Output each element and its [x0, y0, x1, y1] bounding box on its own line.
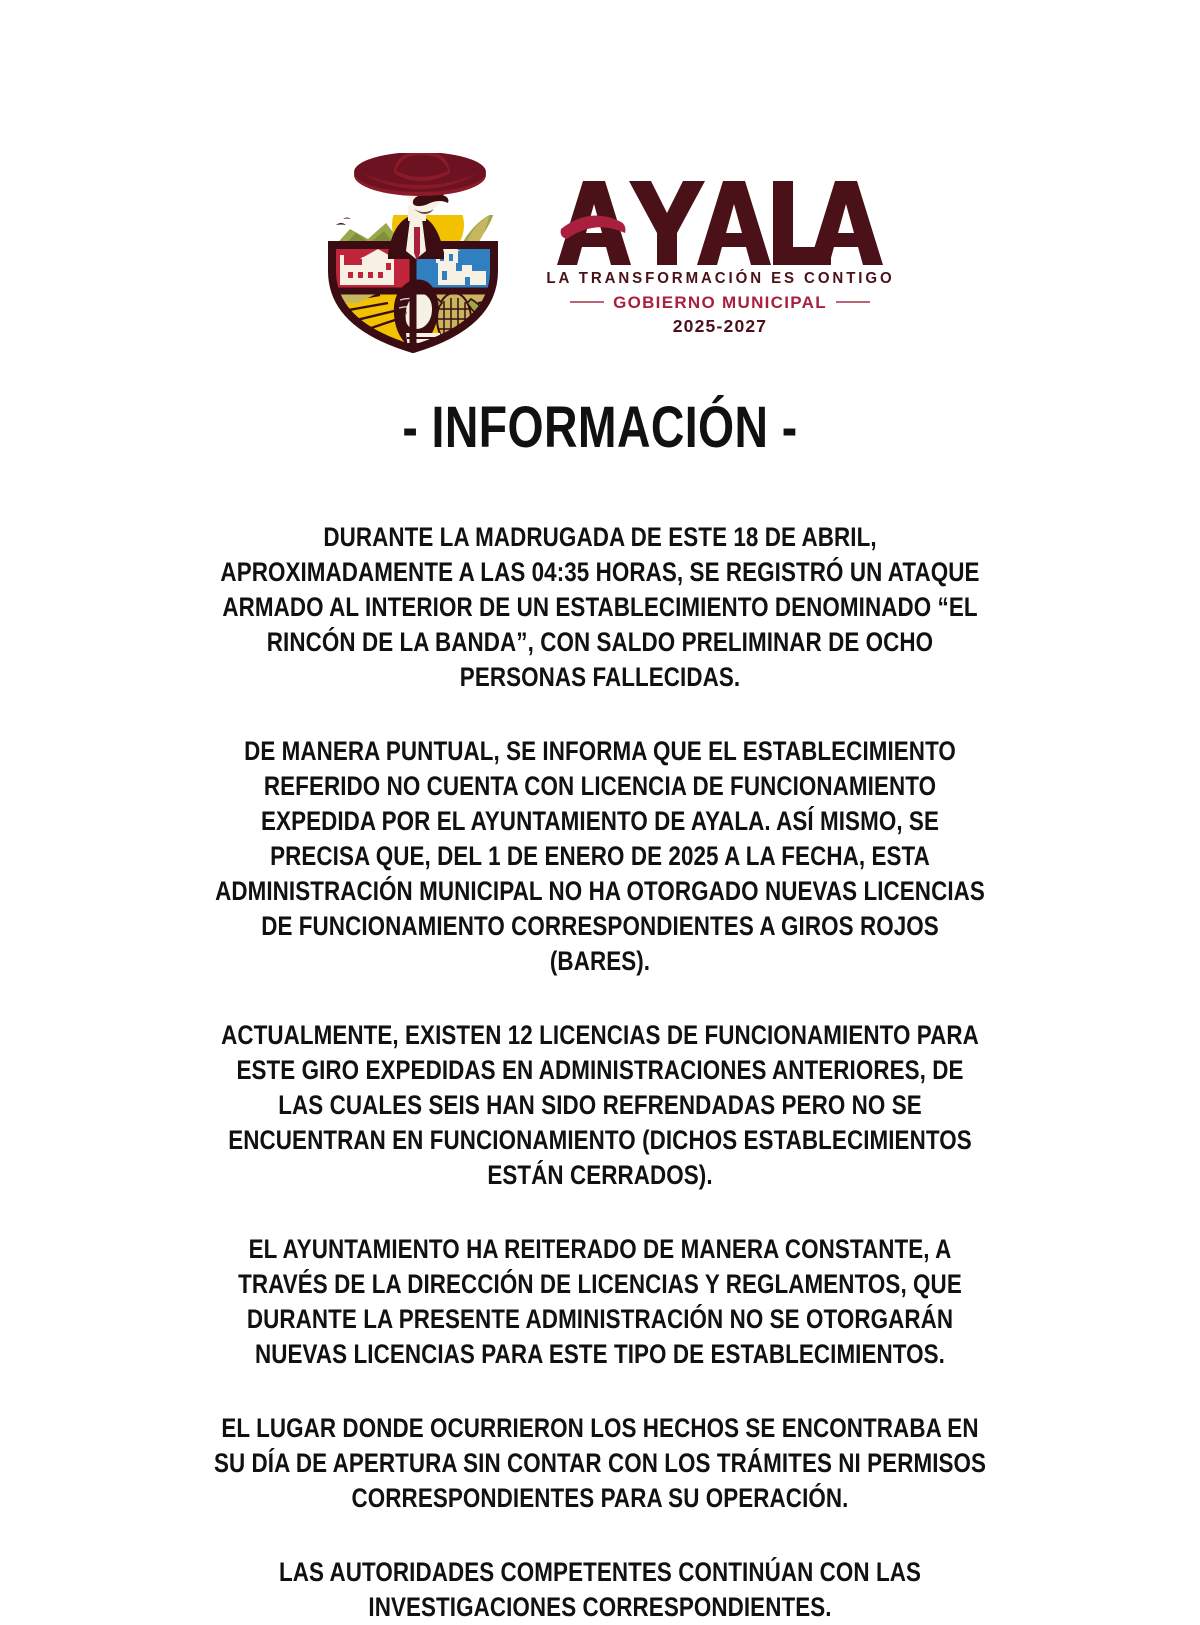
paragraph-3: ACTUALMENTE, EXISTEN 12 LICENCIAS DE FUNCIONAMIENTO PARA ESTE GIRO EXPEDIDAS EN ADMINISTRACIONES ANTERIORES, DE LAS CUALES SEIS HAN SIDO REFRENDADAS PERO NO SE ENCUENTRAN EN FUNCIONAMIENTO (DICHOS ESTABLECIMIENTOS ESTÁN CERRADOS).	[221, 1020, 979, 1190]
paragraph-6: LAS AUTORIDADES COMPETENTES CONTINÚAN CON LAS INVESTIGACIONES CORRESPONDIENTES.	[278, 1557, 922, 1622]
paragraph-5: EL LUGAR DONDE OCURRIERON LOS HECHOS SE ENCONTRABA EN SU DÍA DE APERTURA SIN CONTAR CON LOS TRÁMITES NI PERMISOS CORRESPONDIENTES PARA SU OPERACIÓN.	[213, 1413, 987, 1513]
bulletin-body	[140, 520, 1060, 1625]
gobierno-municipal-row	[555, 294, 885, 311]
ayala-tagline: LA TRANSFORMACIÓN ES CONTIGO	[545, 270, 895, 287]
paragraph-2: DE MANERA PUNTUAL, SE INFORMA QUE EL ESTABLECIMIENTO REFERIDO NO CUENTA CON LICENCIA DE FUNCIONAMIENTO EXPEDIDA POR EL AYUNTAMIENTO DE AYALA. ASÍ MISMO, SE PRECISA QUE, DEL 1 DE ENERO DE 2025 A LA FECHA, ESTA ADMINISTRACIÓN MUNICIPAL NO HA OTORGADO NUEVAS LICENCIAS DE FUNCIONAMIENTO CORRESPONDIENTES A GIROS ROJOS (BARES).	[215, 736, 985, 976]
paragraph-4: EL AYUNTAMIENTO HA REITERADO DE MANERA CONSTANTE, A TRAVÉS DE LA DIRECCIÓN DE LICENCIAS Y REGLAMENTOS, QUE DURANTE LA PRESENTE ADMINISTRACIÓN NO SE OTORGARÁN NUEVAS LICENCIAS PARA ESTE TIPO DE ESTABLECIMIENTOS.	[238, 1234, 962, 1369]
gob-rule-left	[570, 301, 604, 303]
gob-rule-right	[836, 301, 870, 303]
ayala-wordmark	[545, 171, 895, 336]
gobierno-municipal-label: GOBIERNO MUNICIPAL	[613, 292, 827, 312]
ayala-municipal-emblem	[310, 153, 516, 353]
administration-years: 2025-2027	[672, 315, 768, 336]
ayala-wordmark-graphic	[555, 177, 885, 269]
page-title: - INFORMACIÓN -	[402, 395, 798, 460]
paragraph-1: DURANTE LA MADRUGADA DE ESTE 18 DE ABRIL, APROXIMADAMENTE A LAS 04:35 HORAS, SE REGISTRÓ UN ATAQUE ARMADO AL INTERIOR DE UN ESTABLECIMIENTO DENOMINADO “EL RINCÓN DE LA BANDA”, CON SALDO PRELIMINAR DE OCHO PERSONAS FALLECIDAS.	[220, 522, 980, 692]
logo-lockup	[0, 148, 1200, 358]
